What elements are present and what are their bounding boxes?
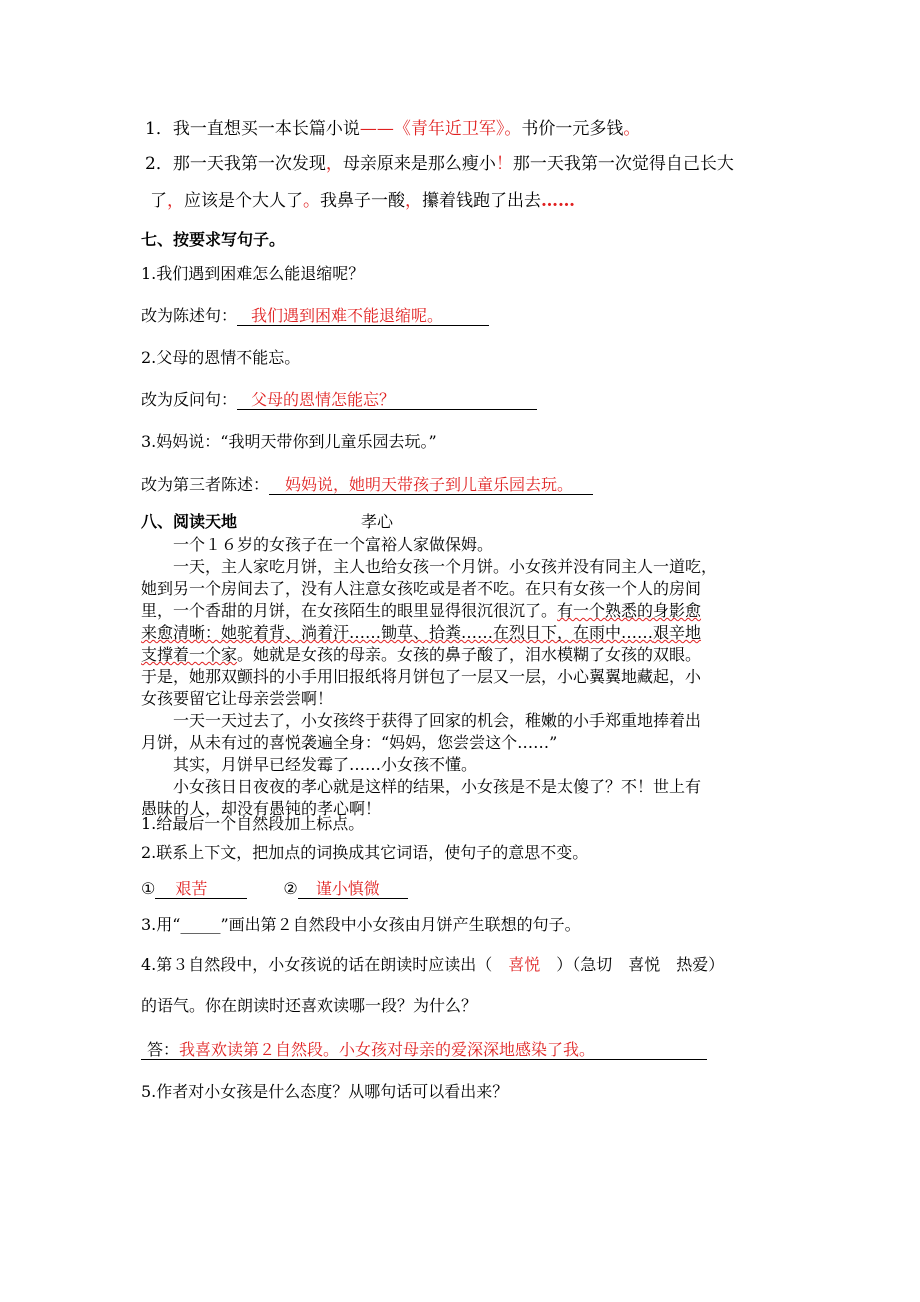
sec8-q1: 1.给最后一个自然段加上标点。 xyxy=(141,814,365,833)
sec8-title: 八、阅读天地 xyxy=(141,512,238,531)
sec6-l1-b: ——《青年近卫军》。 xyxy=(359,119,522,139)
sec6-l2-e: 那一天我第一次觉得自己长大 xyxy=(512,154,734,174)
q4-answer: 喜悦 xyxy=(508,955,541,974)
sec8-q4-answer-row xyxy=(141,1042,707,1060)
sec8-q4-line2: 的语气。你在朗读时还喜欢读哪一段？为什么？ xyxy=(141,996,478,1015)
sec6-line-3 xyxy=(150,193,575,210)
story-p2-l3b-underlined: 有一个熟悉的身影愈 xyxy=(557,601,702,620)
story-p2-l2: 她到另一个房间去了，没有人注意女孩吃或是者不吃。在只有女孩一个人的房间 xyxy=(141,579,702,598)
story-p1: 一个１６岁的女孩子在一个富裕人家做保姆。 xyxy=(173,535,494,554)
story-p2-l1: 一天，主人家吃月饼，主人也给女孩一个月饼。小女孩并没有同主人一道吃， xyxy=(173,557,718,576)
sec7-a3-row xyxy=(141,477,593,495)
sec6-l2-d: ！ xyxy=(495,154,513,174)
q2-num-1: ① xyxy=(141,879,156,898)
q4-answer-text: 我喜欢读第２自然段。小女孩对母亲的爱深深地感染了我。 xyxy=(179,1040,596,1059)
q4-text-a: 4.第３自然段中，小女孩说的话在朗读时应读出（ xyxy=(141,955,493,974)
story-p5-l2: 愚昧的人，却没有愚钝的孝心啊！ xyxy=(141,799,382,818)
sec6-l1-c: 书价一元多钱 xyxy=(521,119,624,139)
story-p3-l2: 月饼，从未有过的喜悦袭遍全身：“妈妈，您尝尝这个……” xyxy=(141,733,558,752)
sec7-a2-row xyxy=(141,392,537,410)
sec6-l3-d: 。 xyxy=(303,191,320,211)
story-p2-l4 xyxy=(141,622,783,644)
sec6-l3-f: ， xyxy=(405,191,422,211)
story-p2-l3 xyxy=(141,600,783,622)
story-p2-l3a: 里，一个香甜的月饼，在女孩陌生的眼里显得很沉很沉了。 xyxy=(141,601,558,620)
sec6-l2-b: ， xyxy=(325,154,343,174)
sec7-a2-answer: 父母的恩情怎能忘？ xyxy=(251,390,396,409)
sec6-l3-h: …… xyxy=(541,191,575,211)
story-p2-l5a-underlined: 支撑着一个家 xyxy=(141,645,238,664)
q2-answer-1: 艰苦 xyxy=(175,879,208,898)
sec7-q2: 2.父母的恩情不能忘。 xyxy=(141,348,301,367)
story-p2-l4a-underlined: 来愈清晰：她驼着背、淌着汗……锄草、拾粪……在烈日下，在雨中…… xyxy=(141,623,654,642)
sec8-q2: 2.联系上下文，把加点的词换成其它词语，使句子的意思不变。 xyxy=(141,843,589,862)
story-p2-l4b-underlined: 艰辛地 xyxy=(653,623,702,642)
sec6-line-2 xyxy=(145,156,734,173)
sec8-q3: 3.用“_____”画出第２自然段中小女孩由月饼产生联想的句子。 xyxy=(141,915,581,934)
sec6-l3-g: 攥着钱跑了出去 xyxy=(422,191,541,211)
sec7-q1: 1.我们遇到困难怎么能退缩呢？ xyxy=(141,264,365,283)
q2-answer-2: 谨小慎微 xyxy=(315,879,380,898)
story-p2-l7: 女孩要留它让母亲尝尝啊！ xyxy=(141,689,334,708)
sec6-l3-e: 我鼻子一酸 xyxy=(320,191,405,211)
story-title: 孝心 xyxy=(361,512,394,531)
sec6-l3-b: ， xyxy=(167,191,184,211)
sec6-l3-c: 应该是个大人了 xyxy=(184,191,303,211)
sec6-l2-c: 母亲原来是那么瘦小 xyxy=(342,154,496,174)
q4-text-b: ）（急切 喜悦 热爱） xyxy=(556,955,725,974)
sec8-q4-line1 xyxy=(141,957,724,973)
sec6-l1-d: 。 xyxy=(623,119,641,139)
story-p5-l1: 小女孩日日夜夜的孝心就是这样的结果，小女孩是不是太傻了？不！世上有 xyxy=(173,777,702,796)
q4-answer-label: 答： xyxy=(147,1040,180,1059)
q2-num-2: ② xyxy=(283,879,298,898)
sec7-a1-label: 改为陈述句： xyxy=(141,306,238,325)
sec7-q3: 3.妈妈说：“我明天带你到儿童乐园去玩。” xyxy=(141,432,437,451)
story-p2-l5b: 。她就是女孩的母亲。女孩的鼻子酸了，泪水模糊了女孩的双眼。 xyxy=(237,645,702,664)
story-p2-l5 xyxy=(141,644,783,666)
sec8-q5: 5.作者对小女孩是什么态度？从哪句话可以看出来？ xyxy=(141,1082,509,1101)
sec6-l1-a: 1．我一直想买一本长篇小说 xyxy=(145,119,360,139)
sec6-line-1 xyxy=(145,121,640,138)
sec7-title: 七、按要求写句子。 xyxy=(141,230,286,249)
sec8-q2-answers xyxy=(141,881,408,899)
story-p4: 其实，月饼早已经发霉了……小女孩不懂。 xyxy=(173,755,478,774)
sec7-a1-answer: 我们遇到困难不能退缩呢。 xyxy=(251,306,444,325)
story-p2-l6: 于是，她那双颤抖的小手用旧报纸将月饼包了一层又一层，小心翼翼地藏起，小 xyxy=(141,667,702,686)
story-text xyxy=(141,534,783,820)
sec6-l3-a: 了 xyxy=(150,191,167,211)
sec7-a2-label: 改为反问句： xyxy=(141,390,238,409)
sec7-a3-answer: 妈妈说，她明天带孩子到儿童乐园去玩。 xyxy=(285,475,574,494)
sec6-l2-a: 2．那一天我第一次发现 xyxy=(145,154,326,174)
story-p3-l1: 一天一天过去了，小女孩终于获得了回家的机会，稚嫩的小手郑重地捧着出 xyxy=(173,711,702,730)
sec7-a1-row xyxy=(141,308,489,326)
sec7-a3-label: 改为第三者陈述： xyxy=(141,475,270,494)
